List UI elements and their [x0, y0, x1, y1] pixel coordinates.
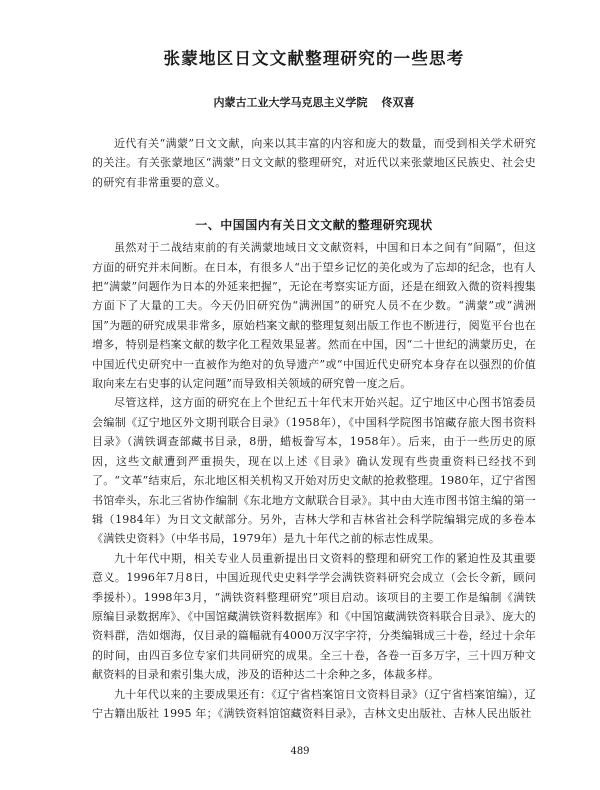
author-name: 佟双喜 — [381, 96, 415, 109]
section-1-heading: 一、中国国内有关日文文献的整理研究现状 — [195, 218, 433, 233]
abstract-paragraph: 近代有关“满蒙”日文文献，向来以其丰富的内容和庞大的数量，而受到相关学术研究的关注。有关张蒙地区“满蒙”日文文献的整理研究，对近代以来张蒙地区民族史、社会史的研究有非常重要的意义。 — [92, 137, 536, 189]
section-1-paragraph: 尽管这样，这方面的研究在上个世纪五十年代末开始兴起。辽宁地区中心图书馆委员会编制《辽宁地区外文期刊联合目录》（1958年），《中国科学院图书馆藏存旅大图书资料目录》（满铁调查部藏书目录，8册，蜡板誊写本，1958年）。后来，由于一些历史的原因，这些文献遭到严重损失，现在以上述《目录》确认发现有些贵重资料已经找不到了。“文革”结束后，东北地区相关机构又开始对历史文献的抢救整理。1980年，辽宁省图书馆牵头，东北三省协作编制《东北地方文献联合目录》。其中由大连市图书馆主编的第一辑（1984年）为日文文献部分。另外，吉林大学和吉林省社会科学院编辑完成的多卷本《满铁史资料》（中华书局，1979年）是九十年代之前的标志性成果。 — [92, 396, 536, 546]
page-number: 489 — [290, 746, 310, 757]
section-1-paragraph: 九十年代中期，相关专业人员重新提出日文资料的整理和研究工作的紧迫性及其重要意义。1996年7月8日，中国近现代史史料学学会满铁资料研究会成立（会长令新，顾问季援朴）。1998年3月，“满铁资料整理研究”项目启动。该项目的主要工作是编制《满铁原编目录数据库》、《中国馆藏满铁资料数据库》和《中国馆藏满铁资料联合目录》、庞大的资料群，浩如烟海，仅目录的篇幅就有4000万汉字字符，分类编辑成三十卷，经过十余年的时间，由四百多位专家们共同研究的成果。全三十卷，各卷一百多万字，三十四万种文献资料的目录和索引集大成，涉及的语种达二十余种之多，体裁多样。 — [92, 551, 536, 682]
section-1-paragraph: 虽然对于二战结束前的有关满蒙地域日文文献资料，中国和日本之间有“间隔”，但这方面的研究并未间断。在日本，有很多人“出于望乡记忆的美化或为了忘却的纪念，也有人把“满蒙”问题作为日本的外延来把握”，无论在考察实证方面，还是在细致入微的资料搜集方面下了大量的工夫。今天仍旧研究伪“满洲国”的研究人员不在少数。“满蒙”或“满洲国”为题的研究成果非常多，原始档案文献的整理复刻出版工作也不断进行，阅览平台也在增多，特别是档案文献的数字化工程效果显著。然而在中国，因“二十世纪的满蒙历史，在中国近代史研究中一直被作为绝对的负导遗产”或“中国近代史研究本身存在以强烈的价值取向来左右史事的认定问题”而导致相关领域的研究曾一度之后。 — [92, 241, 536, 391]
author-institution: 内蒙古工业大学马克思主义学院 — [213, 96, 368, 109]
author-byline — [92, 96, 536, 110]
paper-title: 张蒙地区日文文献整理研究的一些思考 — [163, 49, 465, 68]
section-1-paragraph: 九十年代以来的主要成果还有：《辽宁省档案馆日文资料目录》（辽宁省档案馆编），辽宁古籍出版社 1995 年；《满铁资料馆馆藏资料目录》，吉林文史出版社、吉林人民出版社 — [92, 687, 536, 720]
